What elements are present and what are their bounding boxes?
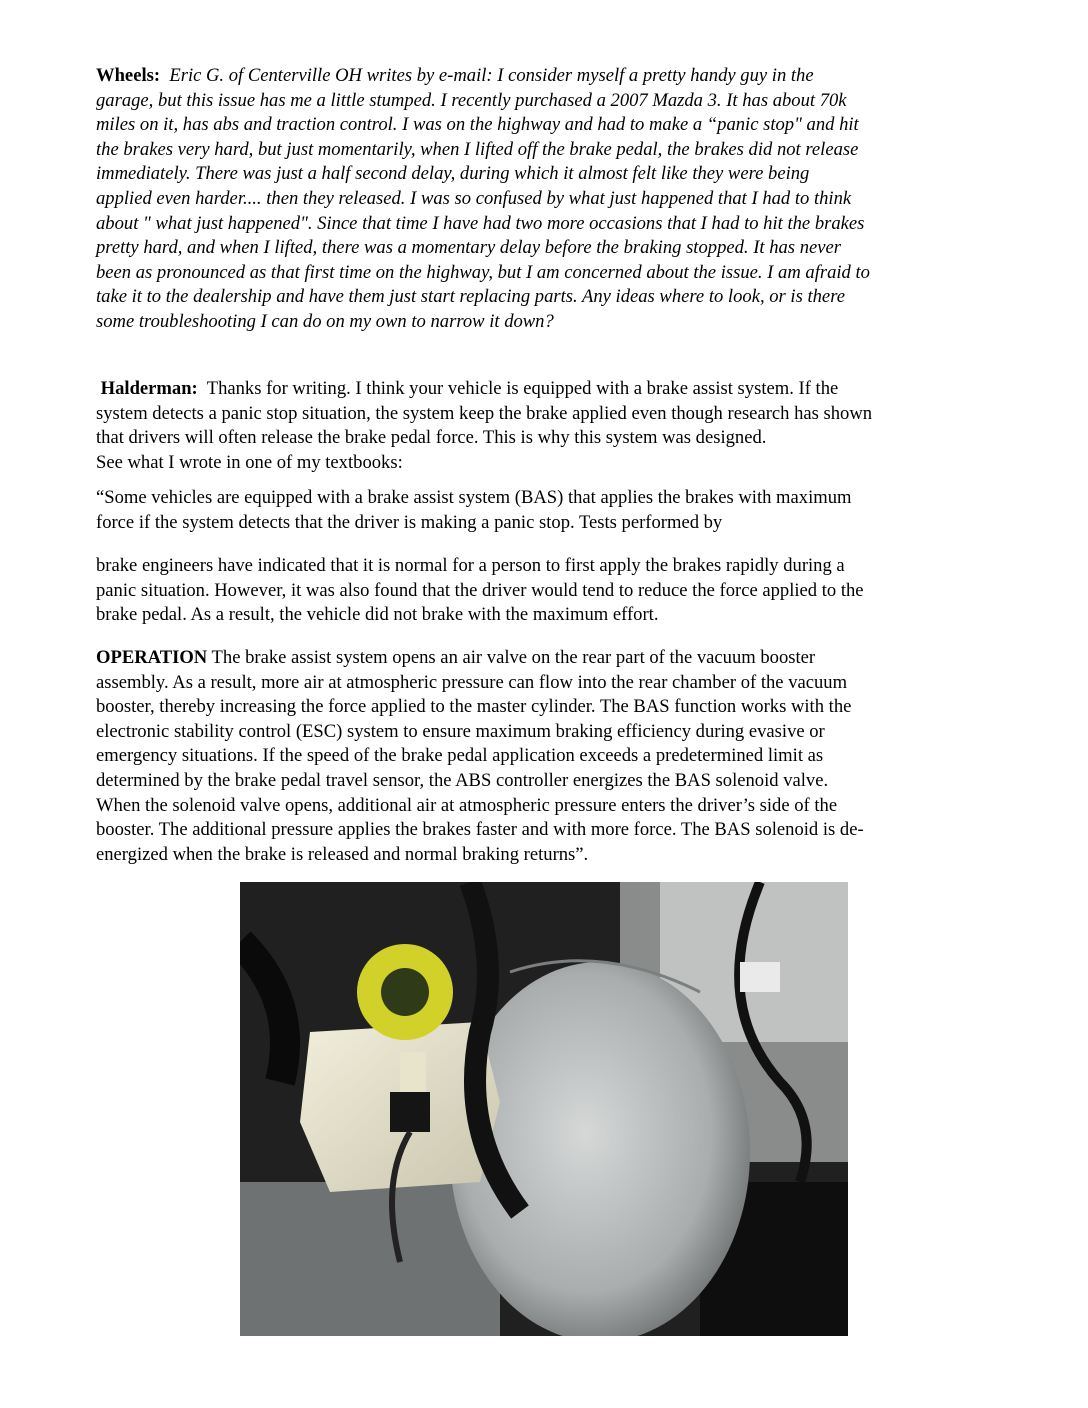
text-line: booster. The additional pressure applies the brakes faster and with more force. The BAS solenoid is de- <box>96 819 864 841</box>
text-line: The brake assist system opens an air valve on the rear part of the vacuum booster <box>207 647 816 668</box>
operation-label: OPERATION <box>96 647 208 668</box>
text-line: panic situation. However, it was also found that the driver would tend to reduce the force applied to the <box>96 579 864 601</box>
text-line: Thanks for writing. I think your vehicle is equipped with a brake assist system. If the <box>197 378 839 399</box>
engine-bay-illustration <box>240 882 848 1336</box>
answer-label: Halderman: <box>100 378 198 399</box>
text-line: booster, thereby increasing the force applied to the master cylinder. The BAS function works with the <box>96 696 852 718</box>
text-line: brake engineers have indicated that it is normal for a person to first apply the brakes rapidly during a <box>96 555 845 576</box>
text-line: that drivers will often release the brake pedal force. This is why this system was designed. <box>96 427 767 449</box>
quote-paragraph-2 <box>96 554 1016 628</box>
text-line: miles on it, has abs and traction control. I was on the highway and had to make a “panic stop" and hit <box>96 114 859 136</box>
text-line: force if the system detects that the driver is making a panic stop. Tests performed by <box>96 511 723 533</box>
text-line: When the solenoid valve opens, additional air at atmospheric pressure enters the driver’s side of the <box>96 794 838 816</box>
text-line: assembly. As a result, more air at atmospheric pressure can flow into the rear chamber of the vacuum <box>96 671 848 693</box>
text-line: some troubleshooting I can do on my own to narrow it down? <box>96 310 554 332</box>
see-line: See what I wrote in one of my textbooks: <box>96 452 403 473</box>
text-line: energized when the brake is released and normal braking returns”. <box>96 843 589 865</box>
text-line: electronic stability control (ESC) system to ensure maximum braking efficiency during evasive or <box>96 720 825 742</box>
text-line: immediately. There was just a half second delay, during which it almost felt like they were being <box>96 163 810 185</box>
text-line: brake pedal. As a result, the vehicle did not brake with the maximum effort. <box>96 604 659 626</box>
text-line: about " what just happened". Since that time I have had two more occasions that I had to hit the brakes <box>96 212 865 234</box>
text-line: “Some vehicles are equipped with a brake assist system (BAS) that applies the brakes with maximum <box>96 487 852 508</box>
text-line: system detects a panic stop situation, the system keep the brake applied even though research has shown <box>96 402 873 424</box>
answer-paragraph <box>96 377 1016 451</box>
text-line: applied even harder.... then they released. I was so confused by what just happened that I had to think <box>96 187 852 209</box>
text-line: Eric G. of Centerville OH writes by e-mail: I consider myself a pretty handy guy in the <box>169 65 814 86</box>
question-paragraph <box>96 64 1016 335</box>
text-line: been as pronounced as that first time on the highway, but I am concerned about the issue. I am afraid to <box>96 261 870 283</box>
text-line: garage, but this issue has me a little stumped. I recently purchased a 2007 Mazda 3. It has about 70k <box>96 89 847 111</box>
quote-paragraph-1 <box>96 486 1016 535</box>
text-line: the brakes very hard, but just momentarily, when I lifted off the brake pedal, the brakes did not release <box>96 138 859 160</box>
text-line: determined by the brake pedal travel sensor, the ABS controller energizes the BAS solenoid valve. <box>96 769 829 791</box>
text-line: take it to the dealership and have them just start replacing parts. Any ideas where to look, or is there <box>96 286 845 308</box>
text-line: emergency situations. If the speed of the brake pedal application exceeds a predetermined limit as <box>96 745 824 767</box>
question-label: Wheels: <box>96 65 161 86</box>
text-line: pretty hard, and when I lifted, there was a momentary delay before the braking stopped. It has never <box>96 237 841 259</box>
operation-paragraph <box>96 646 1016 867</box>
brake-booster-photo <box>240 882 848 1336</box>
